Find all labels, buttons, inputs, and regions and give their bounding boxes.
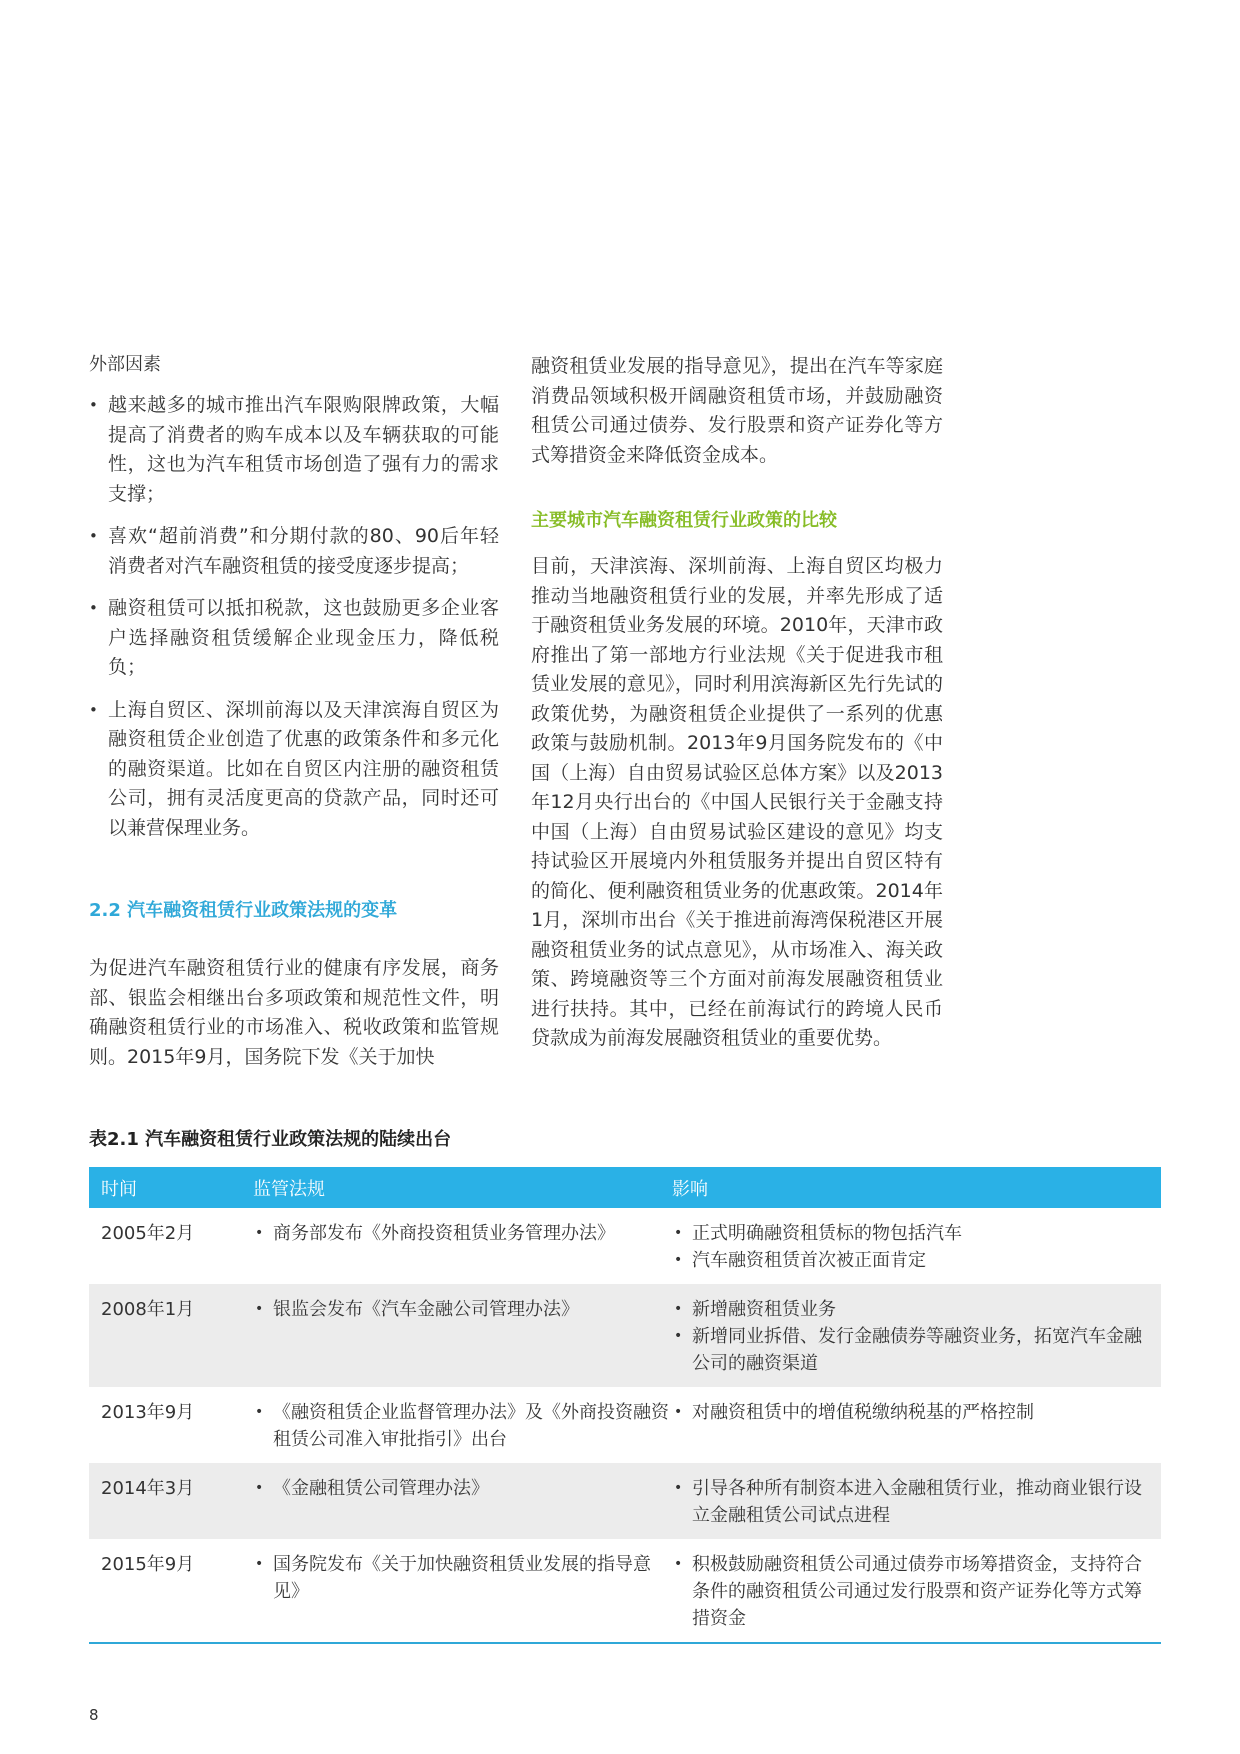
row-time: 2008年1月 xyxy=(101,1299,195,1320)
impact-item: • 汽车融资租赁首次被正面肯定 xyxy=(672,1247,1151,1274)
header-time: 时间 xyxy=(101,1178,137,1200)
external-factors-list xyxy=(89,391,499,843)
section-title-2-2: 2.2 汽车融资租赁行业政策法规的变革 xyxy=(89,900,398,921)
impact-item: • 新增融资租赁业务 xyxy=(672,1296,1151,1323)
header-impact: 影响 xyxy=(672,1178,708,1200)
impact-item: • 对融资租赁中的增值税缴纳税基的严格控制 xyxy=(672,1399,1151,1426)
impact-item: • 正式明确融资租赁标的物包括汽车 xyxy=(672,1220,1151,1247)
policy-table xyxy=(89,1167,1161,1644)
section-title-city-comparison: 主要城市汽车融资租赁行业政策的比较 xyxy=(531,510,837,531)
table-row xyxy=(89,1387,1161,1463)
city-comparison-paragraph: 目前，天津滨海、深圳前海、上海自贸区均极力推动当地融资租赁行业的发展，并率先形成了适于融资租赁业务发展的环境。2010年，天津市政府推出了第一部地方行业法规《关于促进我市租赁业发展的意见》，同时利用滨海新区先行先试的政策优势，为融资租赁企业提供了一系列的优惠政策与鼓励机制。2013年9月国务院发布的《中国（上海）自由贸易试验区总体方案》以及2013年12月央行出台的《中国人民银行关于金融支持中国（上海）自由贸易试验区建设的意见》均支持试验区开展境内外租赁服务并提出自贸区特有的简化、便利融资租赁业务的优惠政策。2014年1月，深圳市出台《关于推进前海湾保税港区开展融资租赁业务的试点意见》，从市场准入、海关政策、跨境融资等三个方面对前海发展融资租赁业进行扶持。其中，已经在前海试行的跨境人民币贷款成为前海发展融资租赁业的重要优势。 xyxy=(531,555,943,1049)
regulation-item: • 《融资租赁企业监督管理办法》及《外商投资融资租赁公司准入审批指引》出台 xyxy=(253,1399,672,1453)
table-row xyxy=(89,1463,1161,1539)
page-number: 8 xyxy=(89,1706,99,1724)
table-row xyxy=(89,1208,1161,1284)
regulation-item: • 银监会发布《汽车金融公司管理办法》 xyxy=(253,1296,672,1323)
list-item: • 越来越多的城市推出汽车限购限牌政策，大幅提高了消费者的购车成本以及车辆获取的可能性，这也为汽车租赁市场创造了强有力的需求支撑； xyxy=(89,391,499,509)
regulation-item: • 国务院发布《关于加快融资租赁业发展的指导意见》 xyxy=(253,1551,672,1605)
table-row xyxy=(89,1284,1161,1387)
list-item: • 喜欢“超前消费”和分期付款的80、90后年轻消费者对汽车融资租赁的接受度逐步提高； xyxy=(89,522,499,581)
regulation-item: • 《金融租赁公司管理办法》 xyxy=(253,1475,672,1502)
header-regulation: 监管法规 xyxy=(253,1178,325,1200)
list-item: • 融资租赁可以抵扣税款，这也鼓励更多企业客户选择融资租赁缓解企业现金压力，降低税负； xyxy=(89,594,499,683)
section-paragraph: 为促进汽车融资租赁行业的健康有序发展，商务部、银监会相继出台多项政策和规范性文件，明确融资租赁行业的市场准入、税收政策和监管规则。2015年9月，国务院下发《关于加快 xyxy=(89,957,499,1068)
regulation-item: • 商务部发布《外商投资租赁业务管理办法》 xyxy=(253,1220,672,1247)
row-time: 2014年3月 xyxy=(101,1478,195,1499)
continued-paragraph: 融资租赁业发展的指导意见》，提出在汽车等家庭消费品领域积极开阔融资租赁市场，并鼓励融资租赁公司通过债券、发行股票和资产证券化等方式筹措资金来降低资金成本。 xyxy=(531,355,943,466)
external-factors-heading: 外部因素 xyxy=(89,354,161,375)
impact-item: • 积极鼓励融资租赁公司通过债券市场筹措资金，支持符合条件的融资租赁公司通过发行股票和资产证券化等方式筹措资金 xyxy=(672,1551,1151,1632)
table-row xyxy=(89,1539,1161,1642)
table-header xyxy=(89,1167,1161,1208)
left-column xyxy=(89,350,499,1072)
impact-item: • 新增同业拆借、发行金融债券等融资业务，拓宽汽车金融公司的融资渠道 xyxy=(672,1323,1151,1377)
row-time: 2015年9月 xyxy=(101,1554,195,1575)
right-column xyxy=(531,352,943,1054)
table-title: 表2.1 汽车融资租赁行业政策法规的陆续出台 xyxy=(89,1129,452,1150)
impact-item: • 引导各种所有制资本进入金融租赁行业，推动商业银行设立金融租赁公司试点进程 xyxy=(672,1475,1151,1529)
row-time: 2005年2月 xyxy=(101,1223,195,1244)
list-item: • 上海自贸区、深圳前海以及天津滨海自贸区为融资租赁企业创造了优惠的政策条件和多元化的融资渠道。比如在自贸区内注册的融资租赁公司，拥有灵活度更高的贷款产品，同时还可以兼营保理业务。 xyxy=(89,696,499,844)
row-time: 2013年9月 xyxy=(101,1402,195,1423)
